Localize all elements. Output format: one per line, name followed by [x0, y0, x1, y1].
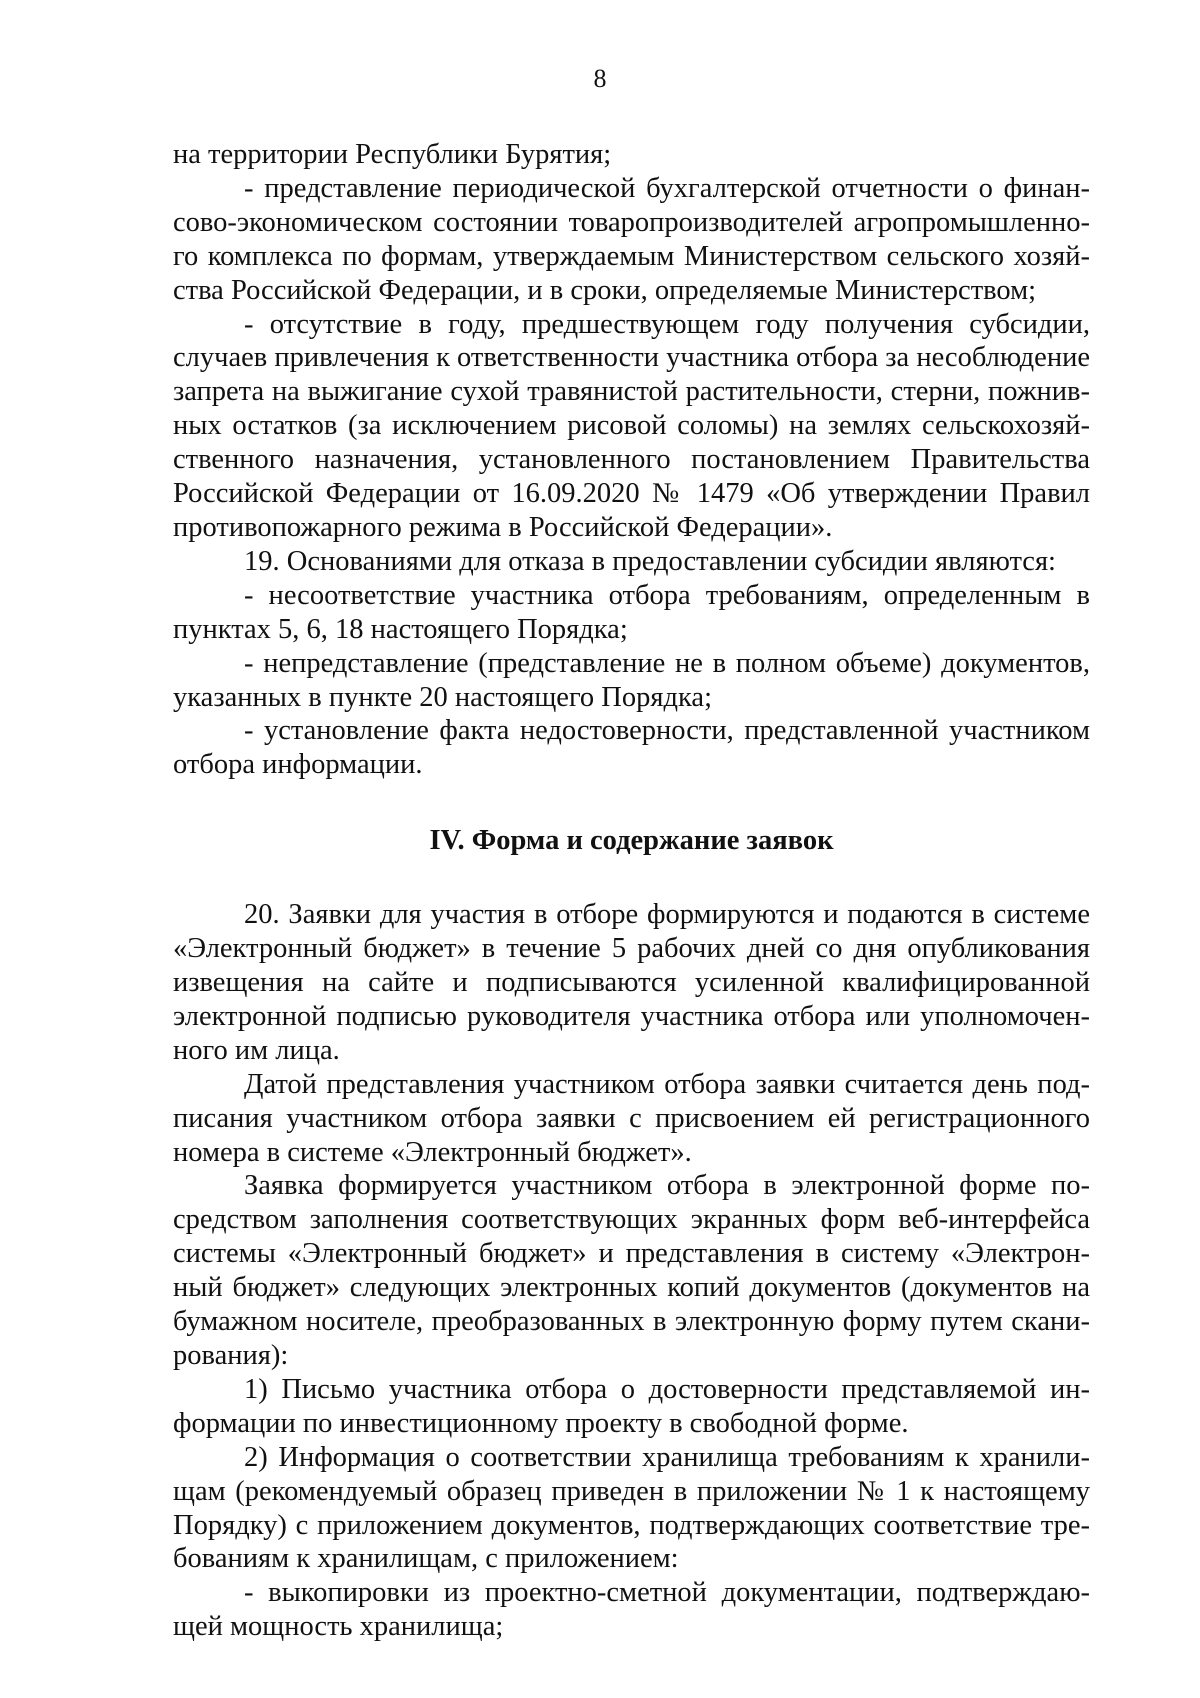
paragraph-doc-item-2: 2) Информация о соответствии хранилища требованиям к хранилищам (рекомендуемый образец приведен в приложении № 1 к настоящему Порядку) с приложением документов, подтверждающих соответствие требованиям к хранилищам, с приложением: — [173, 1441, 1090, 1575]
section-heading: IV. Форма и содержание заявок — [429, 825, 834, 857]
paragraph-refusal-reason-2: - непредставление (представление не в полном объеме) документов, указанных в пункте 20 настоящего Порядка; — [173, 647, 1090, 713]
paragraph-application-form: Заявка формируется участником отбора в электронной форме посредством заполнения соответствующих экранных форм веб-интерфейса системы «Электронный бюджет» и представления в систему «Электронный бюджет» следующих электронных копий документов (документов на бумажном носителе, преобразованных в электронную форму путем сканирования): — [173, 1170, 1090, 1371]
paragraph-doc-item-2-sub: - выкопировки из проектно-сметной документации, подтверждающей мощность хранилища; — [173, 1577, 1090, 1643]
paragraph-reporting-requirement: - представление периодической бухгалтерской отчетности о финансово-экономическом состоянии товаропроизводителей агропромышленного комплекса по формам, утверждаемым Министерством сельского хозяйства Российской Федерации, и в сроки, определяемые Министерством; — [173, 172, 1090, 306]
paragraph-item-20: 20. Заявки для участия в отборе формируются и подаются в системе «Электронный бюджет» в течение 5 рабочих дней со дня опубликования извещения на сайте и подписываются усиленной квалифицированной электронной подписью руководителя участника отбора или уполномоченного им лица. — [173, 899, 1090, 1066]
paragraph-continuation: на территории Республики Бурятия; — [173, 139, 612, 170]
paragraph-item-19: 19. Основаниями для отказа в предоставлении субсидии являются: — [244, 545, 1056, 577]
paragraph-submission-date: Датой представления участником отбора заявки считается день подписания участником отбора заявки с присвоением ей регистрационного номера в системе «Электронный бюджет». — [173, 1068, 1090, 1168]
paragraph-refusal-reason-3: - установление факта недостоверности, представленной участником отбора информации. — [173, 715, 1090, 781]
paragraph-doc-item-1: 1) Письмо участника отбора о достоверности представляемой информации по инвестиционному проекту в свободной форме. — [173, 1373, 1090, 1439]
paragraph-fire-safety-requirement: - отсутствие в году, предшествующем году получения субсидии, случаев привлечения к ответственности участника отбора за несоблюдение запрета на выжигание сухой травянистой растительности, стерни, пожнивных остатков (за исключением рисовой соломы) на землях сельскохозяйственного назначения, установленного постановлением Правительства Российской Федерации от 16.09.2020 № 1479 «Об утверждении Правил противопожарного режима в Российской Федерации». — [173, 308, 1090, 543]
page-number: 8 — [593, 64, 607, 93]
document-body — [173, 138, 1090, 1644]
paragraph-refusal-reason-1: - несоответствие участника отбора требованиям, определенным в пунктах 5, 6, 18 настоящего Порядка; — [173, 579, 1090, 645]
